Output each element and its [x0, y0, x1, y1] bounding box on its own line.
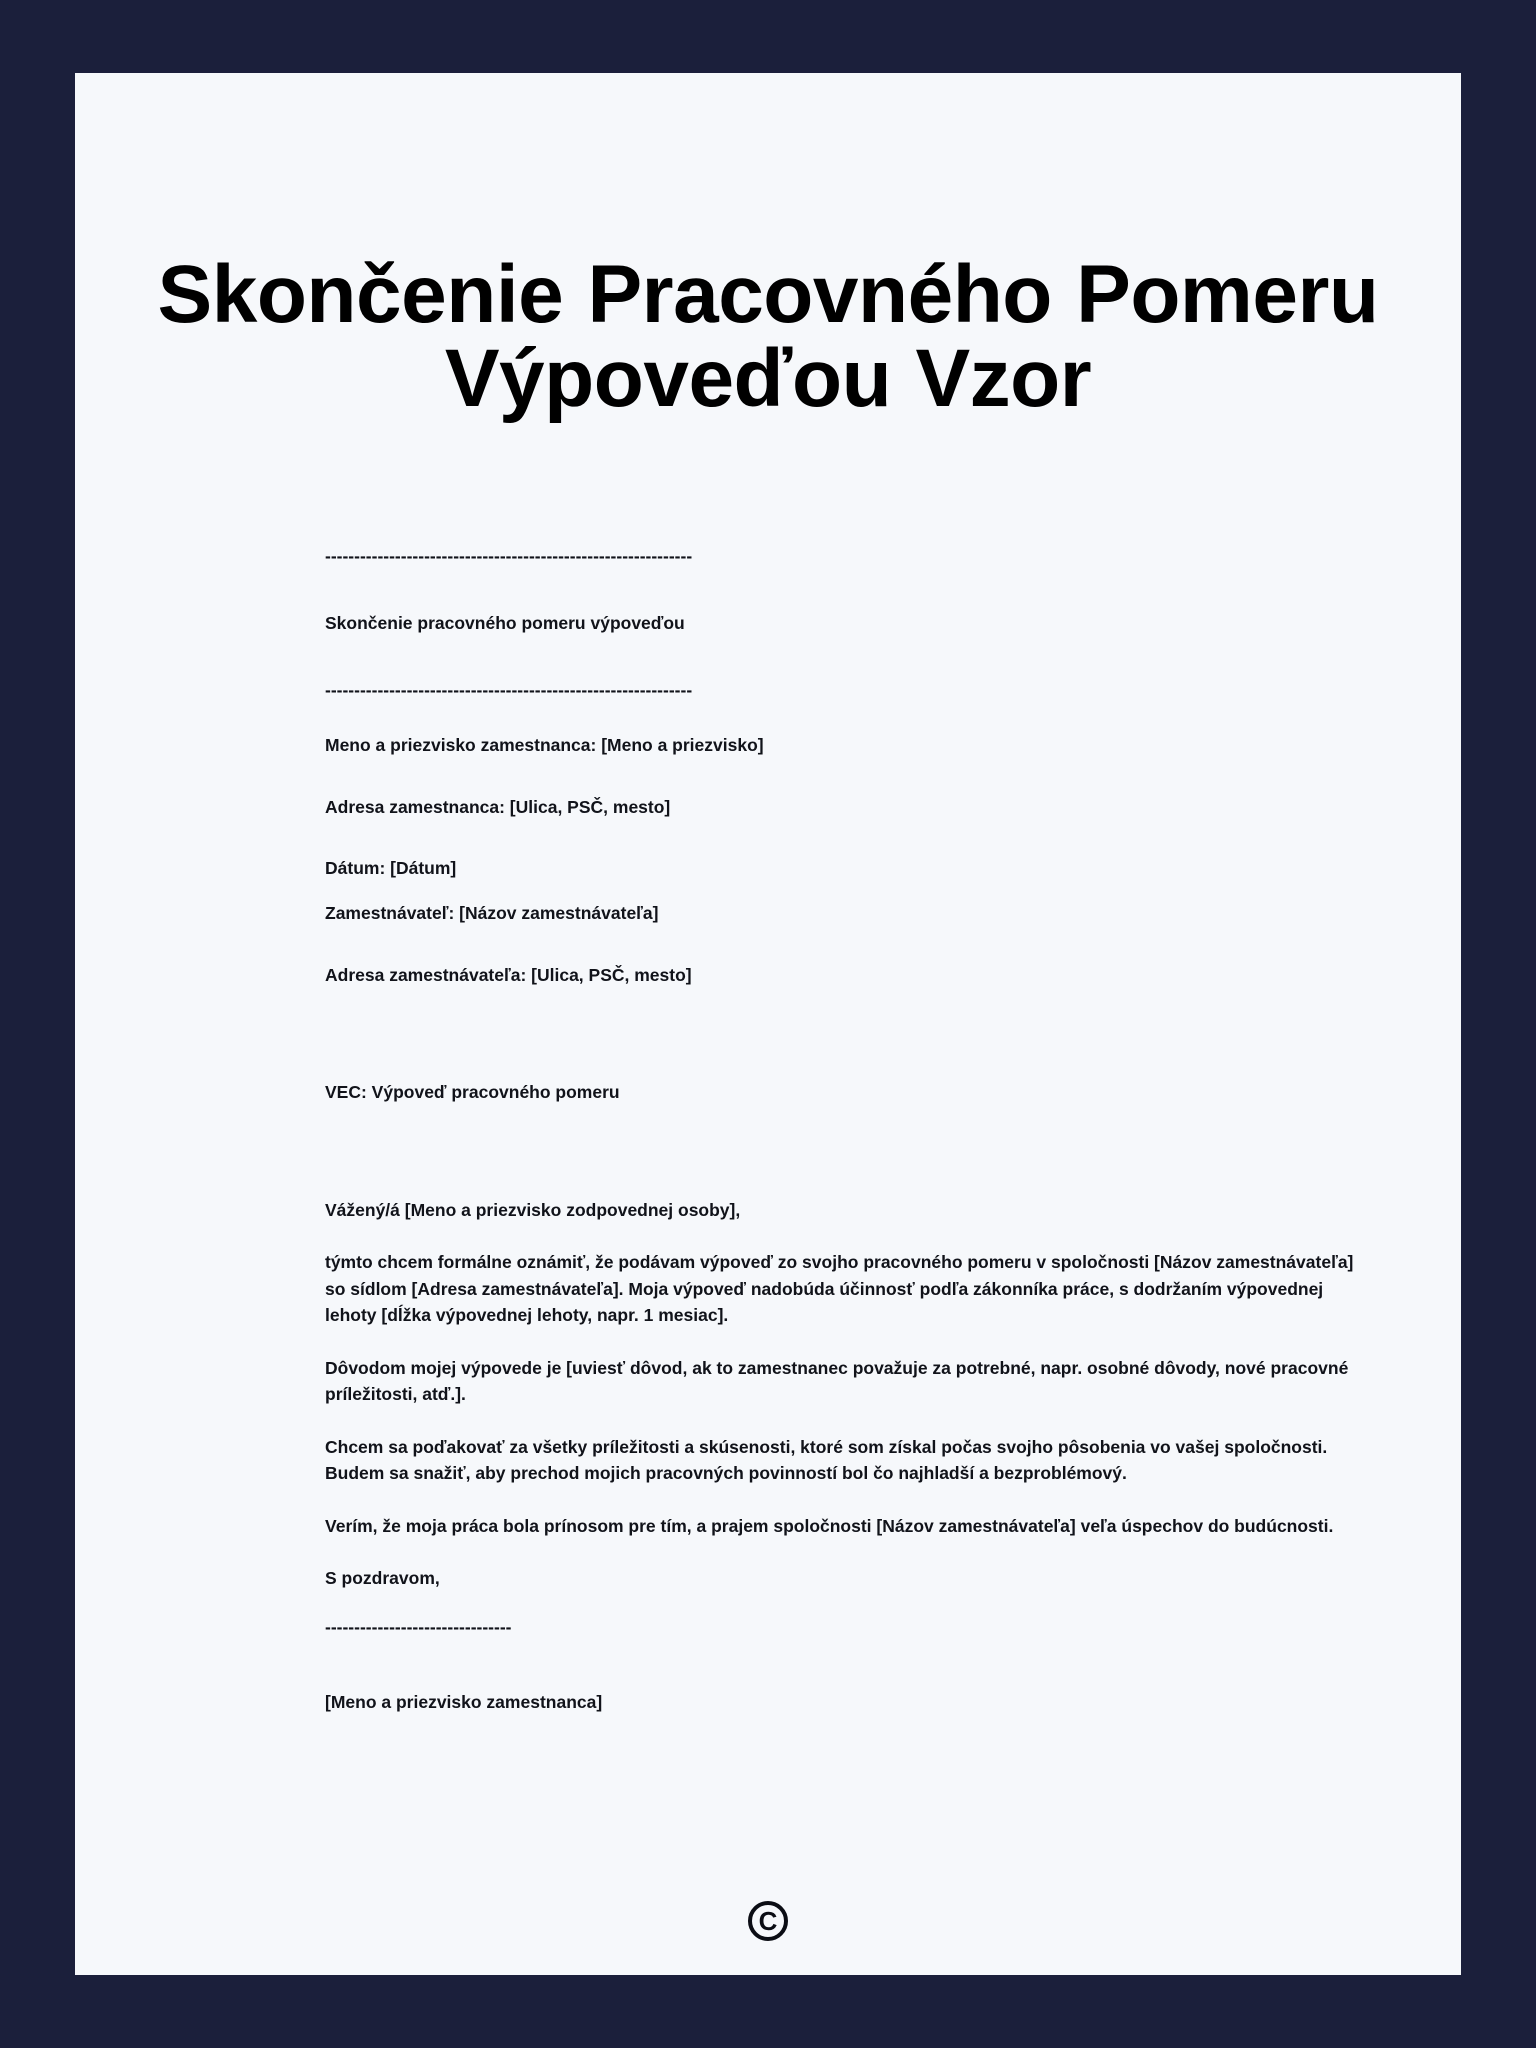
field-employee-address: Adresa zamestnanca: [Ulica, PSČ, mesto]	[325, 796, 671, 817]
divider-second: ---------------------------------------------------------------	[325, 680, 693, 701]
paragraph-thanks: Chcem sa poďakovať za všetky príležitosti a skúsenosti, ktoré som získal počas svojho pôsobenia vo vašej spoločnosti. Budem sa snažiť, aby prechod mojich pracovných povinností bol čo najhladší a bezproblémový.	[325, 1436, 1328, 1484]
page-title: Skončenie Pracovného Pomeru Výpoveďou Vzor	[157, 249, 1379, 425]
field-date: Dátum: [Dátum]	[325, 858, 457, 879]
signature-line: --------------------------------	[325, 1617, 512, 1638]
paragraph-notice: týmto chcem formálne oznámiť, že podávam výpoveď zo svojho pracovného pomeru v spoločnosti [Názov zamestnávateľa] so sídlom [Adresa zamestnávateľa]. Moja výpoveď nadobúda účinnosť podľa zákonníka práce, s dodržaním výpovednej lehoty [dĺžka výpovednej lehoty, napr. 1 mesiac].	[325, 1251, 1354, 1326]
field-employer-address: Adresa zamestnávateľa: [Ulica, PSČ, mesto]	[325, 964, 692, 985]
field-employee-name: Meno a priezvisko zamestnanca: [Meno a priezvisko]	[325, 735, 764, 756]
signature-name-placeholder: [Meno a priezvisko zamestnanca]	[325, 1692, 603, 1713]
paragraph-wishes: Verím, že moja práca bola prínosom pre tím, a prajem spoločnosti [Názov zamestnávateľa] veľa úspechov do budúcnosti.	[325, 1516, 1334, 1537]
document-sheet	[75, 73, 1461, 1975]
copyright-icon: C	[748, 1901, 788, 1941]
footer	[75, 1901, 1461, 1941]
field-employer-name: Zamestnávateľ: [Názov zamestnávateľa]	[325, 903, 659, 924]
paragraph-reason: Dôvodom mojej výpovede je [uviesť dôvod, ak to zamestnanec považuje za potrebné, napr. osobné dôvody, nové pracovné príležitosti, atď.].	[325, 1357, 1349, 1405]
closing-salutation: S pozdravom,	[325, 1567, 440, 1588]
document-body	[75, 502, 1461, 1716]
salutation: Vážený/á [Meno a priezvisko zodpovednej osoby],	[325, 1199, 741, 1220]
subject-heading: Skončenie pracovného pomeru výpoveďou	[325, 612, 685, 633]
subject-line: VEC: Výpoveď pracovného pomeru	[325, 1082, 620, 1103]
divider-top: ---------------------------------------------------------------	[325, 545, 693, 566]
